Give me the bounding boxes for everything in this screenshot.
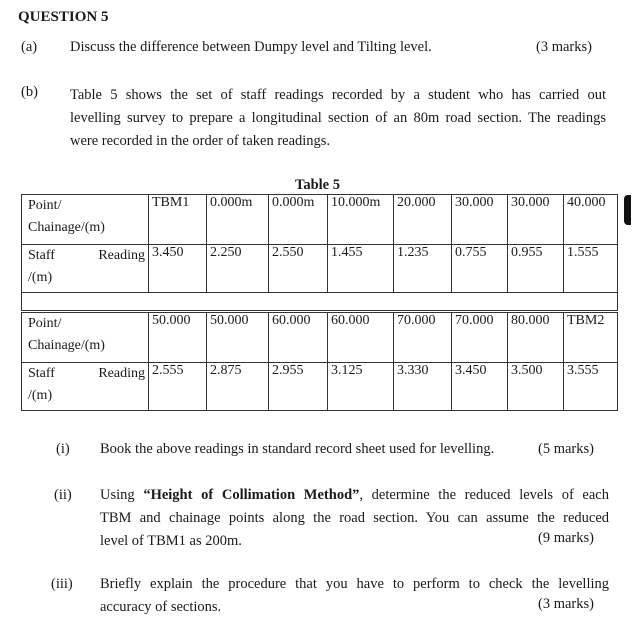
point-cell: 40.000 <box>564 195 618 245</box>
reading-cell: 0.955 <box>508 245 564 293</box>
point-cell: TBM2 <box>564 313 618 363</box>
sub-ii-line-1-post: , determine the reduced levels of each <box>359 487 609 503</box>
reading-cell: 2.955 <box>269 363 328 411</box>
point-cell: 0.000m <box>207 195 269 245</box>
point-cell: 50.000 <box>149 313 207 363</box>
part-a-text: Discuss the difference between Dumpy level and Tilting level. <box>70 39 432 55</box>
staff-readings-table-1 <box>21 194 618 311</box>
unit-label: /(m) <box>28 270 53 285</box>
point-cell: 0.000m <box>269 195 328 245</box>
part-b-line-3: were recorded in the order of taken readings. <box>70 133 331 149</box>
point-cell: 80.000 <box>508 313 564 363</box>
sub-ii-line-1-pre: Using <box>100 487 144 503</box>
reading-cell: 1.555 <box>564 245 618 293</box>
sub-ii-label: (ii) <box>54 487 72 503</box>
chainage-label: Chainage/(m) <box>28 338 105 353</box>
reading-cell: 0.755 <box>452 245 508 293</box>
reading-cell: 3.125 <box>328 363 394 411</box>
sub-iii-line-2: accuracy of sections. <box>100 599 222 615</box>
reading-cell: 3.330 <box>394 363 452 411</box>
point-label: Point/ <box>28 316 62 331</box>
unit-label: /(m) <box>28 388 53 403</box>
point-cell: 60.000 <box>328 313 394 363</box>
table-title: Table 5 <box>295 177 340 193</box>
part-b-line-1: Table 5 shows the set of staff readings recorded by a student who has carried out <box>70 87 606 103</box>
staff-reading-header <box>22 245 149 293</box>
sub-iii-marks: (3 marks) <box>538 596 594 612</box>
reading-cell: 3.500 <box>508 363 564 411</box>
reading-cell: 3.450 <box>149 245 207 293</box>
sub-i-text: Book the above readings in standard record sheet used for levelling. <box>100 441 495 457</box>
reading-label: Reading <box>98 248 145 263</box>
method-name: “Height of Collimation Method” <box>143 487 360 503</box>
sub-ii-line-3: level of TBM1 as 200m. <box>100 533 242 549</box>
reading-cell: 2.550 <box>269 245 328 293</box>
chainage-label: Chainage/(m) <box>28 220 105 235</box>
point-cell: 70.000 <box>394 313 452 363</box>
reading-cell: 3.450 <box>452 363 508 411</box>
part-b-line-2: levelling survey to prepare a longitudinal section of an 80m road section. The readings <box>70 110 606 126</box>
part-b-paragraph <box>70 84 606 153</box>
staff-label: Staff <box>28 248 55 263</box>
staff-label: Staff <box>28 366 55 381</box>
point-chainage-header <box>22 313 149 363</box>
staff-readings-table-2 <box>21 312 618 411</box>
sub-i-marks: (5 marks) <box>538 441 594 457</box>
sub-ii-marks: (9 marks) <box>538 530 594 546</box>
sub-ii-line-2: TBM and chainage points along the road section. You can assume the reduced <box>100 510 609 526</box>
reading-cell: 2.555 <box>149 363 207 411</box>
part-a-label: (a) <box>21 39 38 55</box>
part-a-marks: (3 marks) <box>536 39 592 55</box>
page-edge-mark <box>624 195 631 225</box>
point-cell: 30.000 <box>452 195 508 245</box>
reading-cell: 1.455 <box>328 245 394 293</box>
point-cell: 60.000 <box>269 313 328 363</box>
point-cell: 50.000 <box>207 313 269 363</box>
sub-ii-line-1 <box>100 484 609 507</box>
point-cell: 70.000 <box>452 313 508 363</box>
point-cell: TBM1 <box>149 195 207 245</box>
reading-cell: 1.235 <box>394 245 452 293</box>
reading-label: Reading <box>98 366 145 381</box>
sub-iii-paragraph <box>100 573 609 619</box>
reading-cell: 2.875 <box>207 363 269 411</box>
point-cell: 20.000 <box>394 195 452 245</box>
sub-iii-line-1: Briefly explain the procedure that you have to perform to check the levelling <box>100 576 609 592</box>
table-spacer-row <box>22 293 618 311</box>
sub-ii-paragraph <box>100 484 609 553</box>
sub-i-label: (i) <box>56 441 70 457</box>
staff-reading-header <box>22 363 149 411</box>
point-label: Point/ <box>28 198 62 213</box>
sub-iii-label: (iii) <box>51 576 73 592</box>
reading-cell: 2.250 <box>207 245 269 293</box>
question-title: QUESTION 5 <box>18 9 109 25</box>
point-chainage-header <box>22 195 149 245</box>
point-cell: 30.000 <box>508 195 564 245</box>
reading-cell: 3.555 <box>564 363 618 411</box>
point-cell: 10.000m <box>328 195 394 245</box>
part-b-label: (b) <box>21 84 38 100</box>
